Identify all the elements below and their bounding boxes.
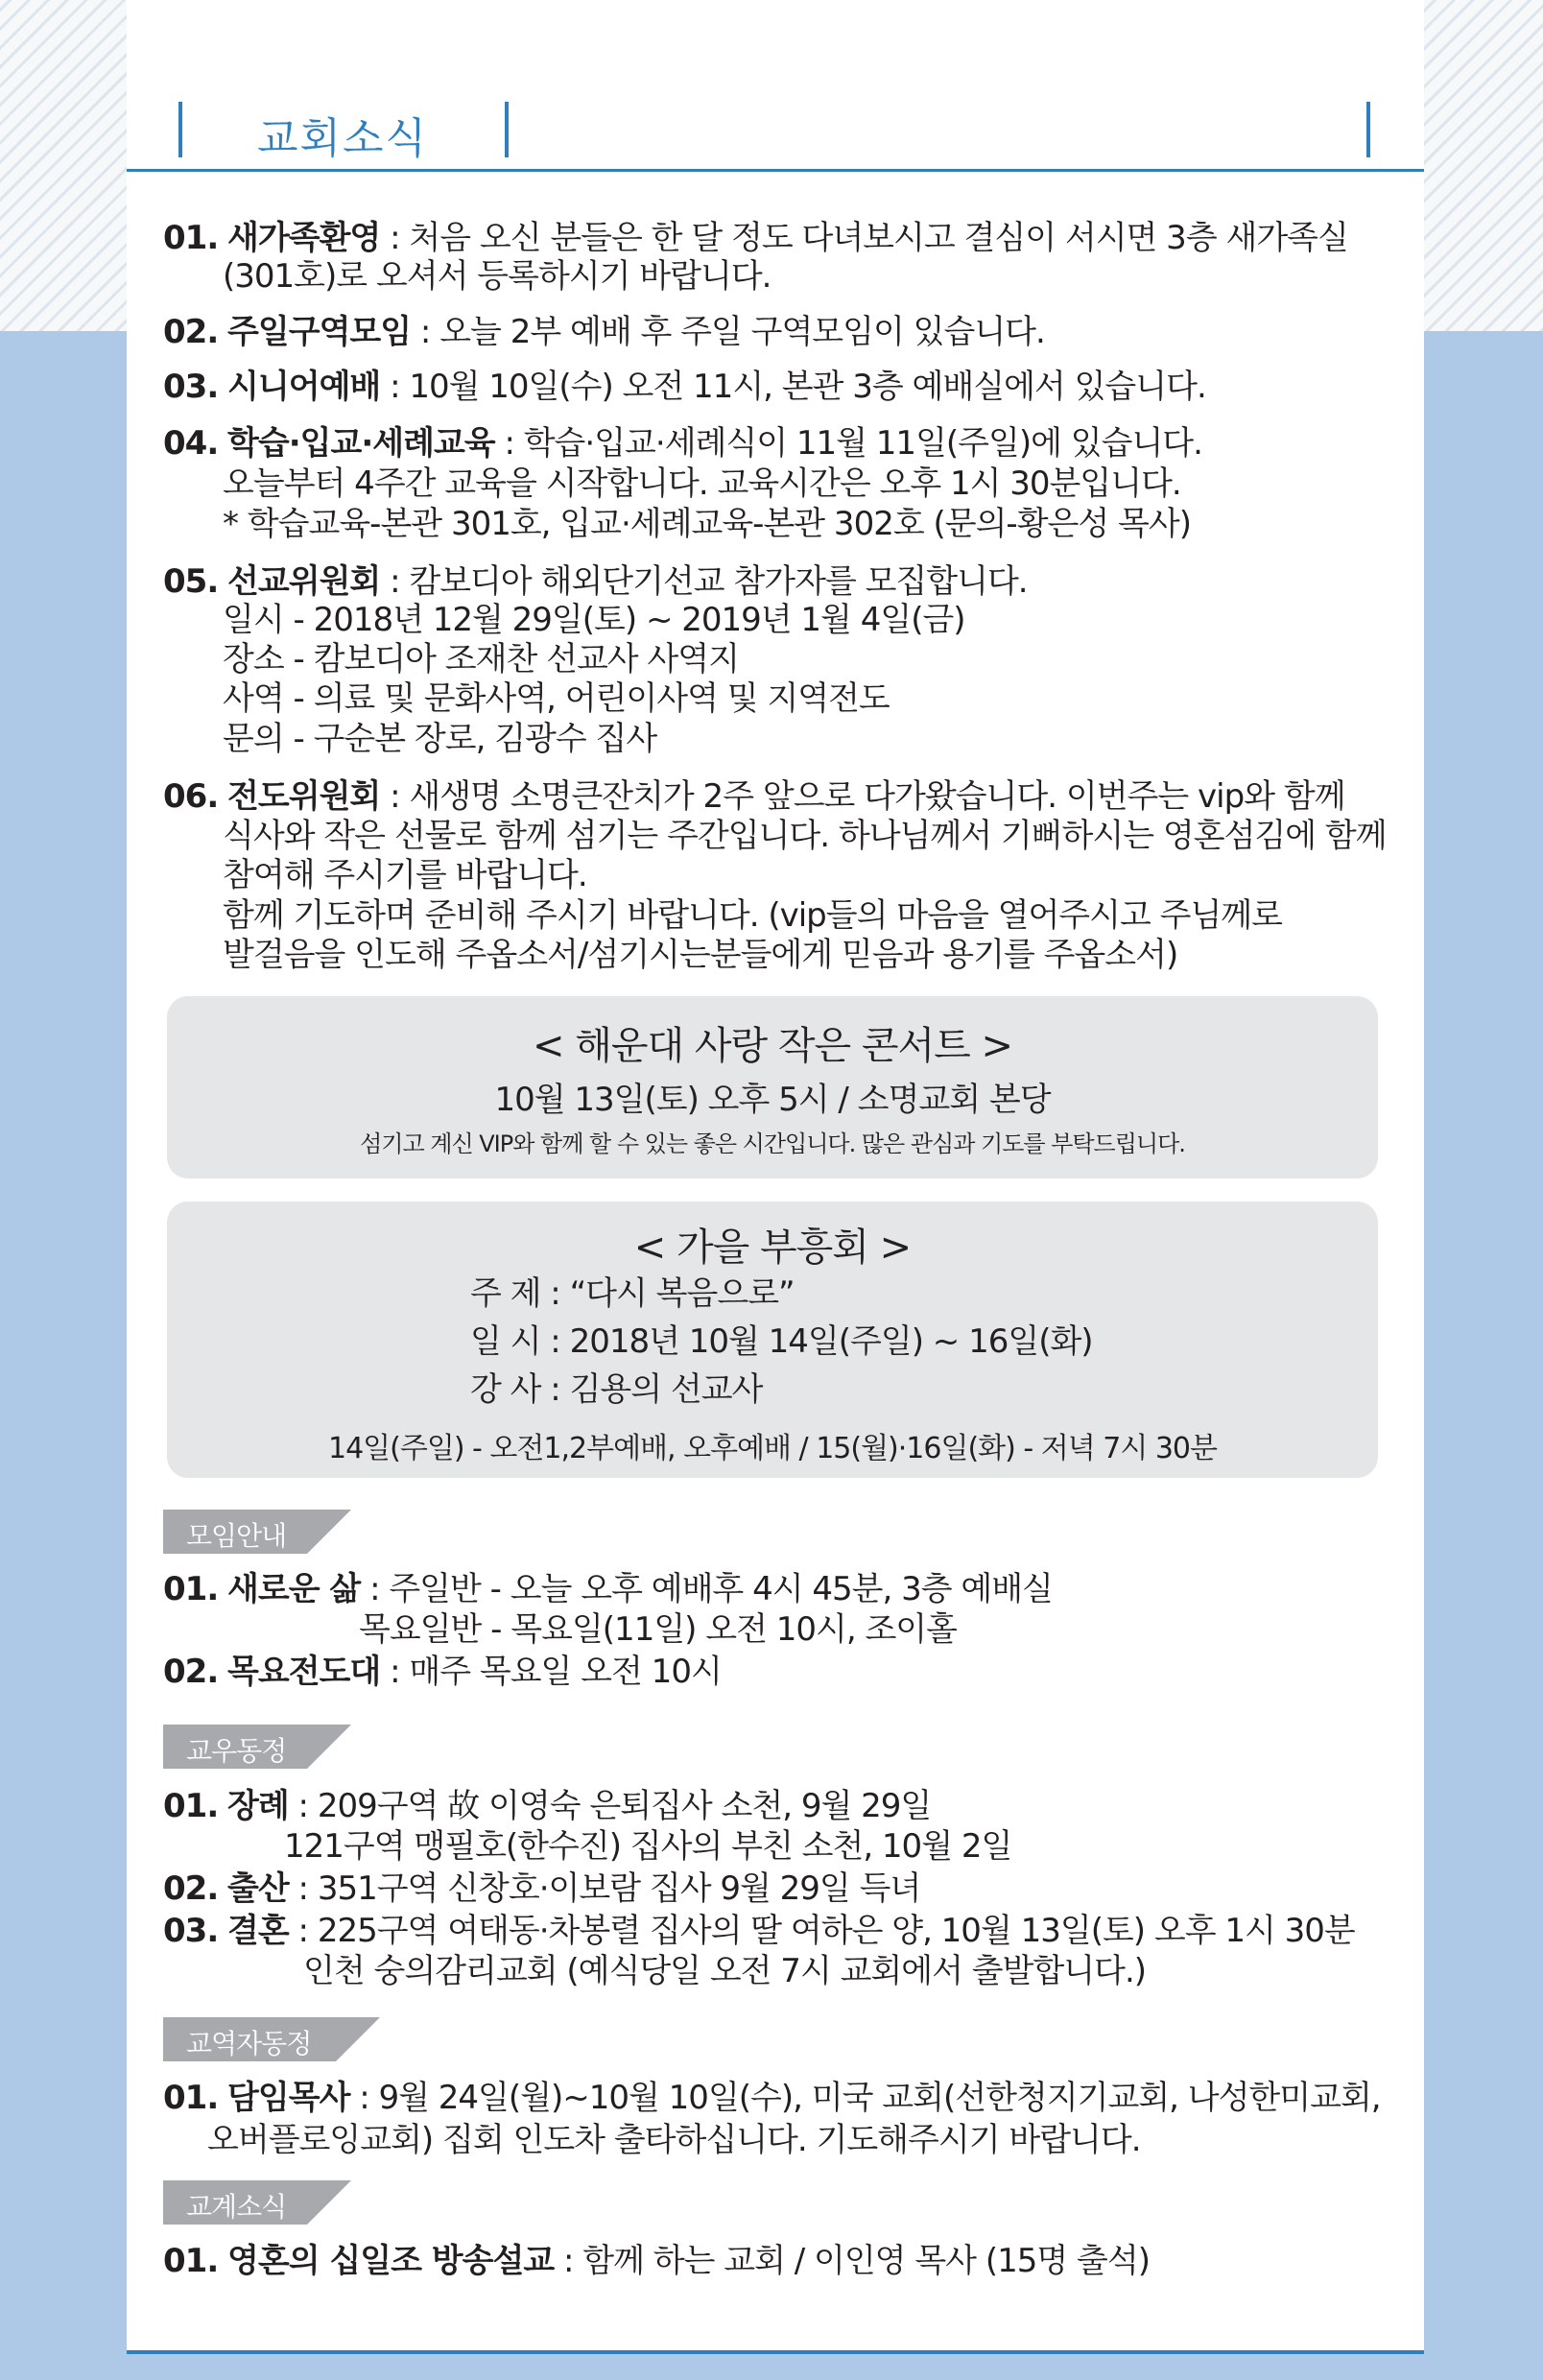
news-item-3	[163, 368, 1206, 406]
item-number: 03.	[163, 1912, 219, 1950]
section-label: 교역자동정	[186, 2028, 312, 2059]
news-title: 전도위원회	[227, 777, 381, 816]
item-number: 01.	[163, 2242, 219, 2280]
news-item-6-continuation: 식사와 작은 선물로 함께 섬기는 주간입니다. 하나님께서 기뻐하시는 영혼섬김에 함께	[223, 817, 1387, 855]
news-item-1-continuation: (301호)로 오셔서 등록하시기 바랍니다.	[223, 257, 772, 296]
news-item-6-continuation: 함께 기도하며 준비해 주시기 바랍니다. (vip들의 마음을 열어주시고 주님께로	[223, 896, 1283, 935]
page-title: 교회소식	[257, 114, 429, 163]
item-text: : 주일반 - 오늘 오후 예배후 4시 45분, 3층 예배실	[360, 1570, 1053, 1608]
header-bar-right	[1366, 102, 1370, 157]
news-text: : 오늘 2부 예배 후 주일 구역모임이 있습니다.	[411, 313, 1045, 351]
revival-box	[167, 1202, 1378, 1478]
revival-speaker: 강 사 : 김용의 선교사	[470, 1370, 763, 1409]
news-number: 02.	[163, 313, 219, 351]
news-title: 새가족환영	[227, 219, 381, 257]
denomination-item-1	[163, 2242, 1150, 2280]
item-number: 01.	[163, 1787, 219, 1825]
item-text: : 9월 24일(월)~10월 10일(수), 미국 교회(선한청지기교회, 나성한미교회,	[349, 2079, 1381, 2117]
concert-date: 10월 13일(토) 오후 5시 / 소명교회 본당	[494, 1081, 1051, 1119]
news-item-5-continuation: 사역 - 의료 및 문화사역, 어린이사역 및 지역전도	[223, 679, 890, 718]
revival-theme: 주 제 : “다시 복음으로”	[470, 1274, 795, 1313]
news-number: 04.	[163, 424, 219, 463]
concert-box	[167, 996, 1378, 1178]
concert-note: 섬기고 계신 VIP와 함께 할 수 있는 좋은 시간입니다. 많은 관심과 기도를 부탁드립니다.	[360, 1130, 1185, 1157]
member-item-1-continuation: 121구역 맹필호(한수진) 집사의 부친 소천, 10월 2일	[284, 1827, 1012, 1866]
news-item-6	[163, 777, 1345, 816]
member-item-2	[163, 1869, 920, 1908]
news-number: 03.	[163, 368, 219, 406]
news-text: : 캄보디아 해외단기선교 참가자를 모집합니다.	[380, 562, 1028, 601]
revival-title: < 가을 부흥회 >	[633, 1226, 912, 1270]
minister-item-1	[163, 2079, 1381, 2117]
item-title: 출산	[227, 1869, 289, 1908]
news-item-4-continuation: 오늘부터 4주간 교육을 시작합니다. 교육시간은 오후 1시 30분입니다.	[223, 464, 1181, 503]
news-item-5-continuation: 장소 - 캄보디아 조재찬 선교사 사역지	[223, 640, 739, 678]
news-item-5-continuation: 문의 - 구순본 장로, 김광수 집사	[223, 720, 657, 758]
section-label: 모임안내	[186, 1520, 287, 1552]
news-item-6-continuation: 참여해 주시기를 바랍니다.	[223, 856, 587, 894]
revival-date: 일 시 : 2018년 10월 14일(주일) ~ 16일(화)	[470, 1322, 1093, 1361]
news-item-4-continuation: * 학습교육-본관 301호, 입교·세례교육-본관 302호 (문의-황은성 목사)	[223, 505, 1191, 543]
item-title: 장례	[227, 1787, 289, 1825]
item-text: : 351구역 신창호·이보람 집사 9월 29일 득녀	[288, 1869, 921, 1908]
item-title: 담임목사	[227, 2079, 350, 2117]
news-text: : 10월 10일(수) 오전 11시, 본관 3층 예배실에서 있습니다.	[380, 368, 1206, 406]
member-item-1	[163, 1787, 931, 1825]
news-item-1	[163, 219, 1348, 257]
news-title: 선교위원회	[227, 562, 381, 601]
item-number: 02.	[163, 1653, 219, 1691]
item-title: 새로운 삶	[227, 1570, 361, 1608]
concert-title: < 해운대 사랑 작은 콘서트 >	[532, 1024, 1012, 1068]
item-title: 결혼	[227, 1912, 289, 1950]
news-item-4	[163, 424, 1202, 463]
item-text: : 209구역 故 이영숙 은퇴집사 소천, 9월 29일	[288, 1787, 932, 1825]
item-text: : 225구역 여태동·차봉렬 집사의 딸 여하은 양, 10월 13일(토) 오후 1시 30분	[288, 1912, 1355, 1950]
header-bar-left	[178, 102, 182, 157]
item-number: 01.	[163, 1570, 219, 1608]
meeting-item-1	[163, 1570, 1053, 1608]
news-title: 시니어예배	[227, 368, 381, 406]
header-bar-middle	[505, 102, 509, 157]
member-item-3-continuation: 인천 숭의감리교회 (예식당일 오전 7시 교회에서 출발합니다.)	[303, 1952, 1147, 1990]
item-title: 영혼의 십일조 방송설교	[227, 2242, 555, 2280]
news-item-5	[163, 562, 1028, 601]
news-number: 06.	[163, 777, 219, 816]
member-item-3	[163, 1912, 1355, 1950]
item-text: : 함께 하는 교회 / 이인영 목사 (15명 출석)	[554, 2242, 1150, 2280]
item-title: 목요전도대	[227, 1653, 381, 1691]
news-title: 주일구역모임	[227, 313, 412, 351]
item-number: 01.	[163, 2079, 219, 2117]
minister-item-1-continuation: 오버플로잉교회) 집회 인도차 출타하십니다. 기도해주시기 바랍니다.	[207, 2121, 1141, 2159]
news-text: : 학습·입교·세례식이 11월 11일(주일)에 있습니다.	[494, 424, 1202, 463]
section-label: 교계소식	[186, 2191, 287, 2223]
revival-schedule: 14일(주일) - 오전1,2부예배, 오후예배 / 15(월)·16일(화) - 저녁 7시 30분	[328, 1432, 1217, 1465]
news-title: 학습·입교·세례교육	[227, 424, 495, 463]
item-number: 02.	[163, 1869, 219, 1908]
meeting-item-2	[163, 1653, 722, 1691]
meeting-item-1-continuation: 목요일반 - 목요일(11일) 오전 10시, 조이홀	[359, 1610, 957, 1649]
section-label: 교우동정	[186, 1735, 287, 1767]
bottom-rule	[127, 2350, 1424, 2354]
news-item-2	[163, 313, 1045, 351]
news-number: 05.	[163, 562, 219, 601]
header-rule	[127, 169, 1424, 172]
news-item-5-continuation: 일시 - 2018년 12월 29일(토) ~ 2019년 1월 4일(금)	[223, 601, 965, 639]
news-number: 01.	[163, 219, 219, 257]
news-text: : 처음 오신 분들은 한 달 정도 다녀보시고 결심이 서시면 3층 새가족실	[380, 219, 1348, 257]
item-text: : 매주 목요일 오전 10시	[380, 1653, 722, 1691]
news-item-6-continuation: 발걸음을 인도해 주옵소서/섬기시는분들에게 믿음과 용기를 주옵소서)	[223, 936, 1178, 974]
news-text: : 새생명 소명큰잔치가 2주 앞으로 다가왔습니다. 이번주는 vip와 함께	[380, 777, 1345, 816]
